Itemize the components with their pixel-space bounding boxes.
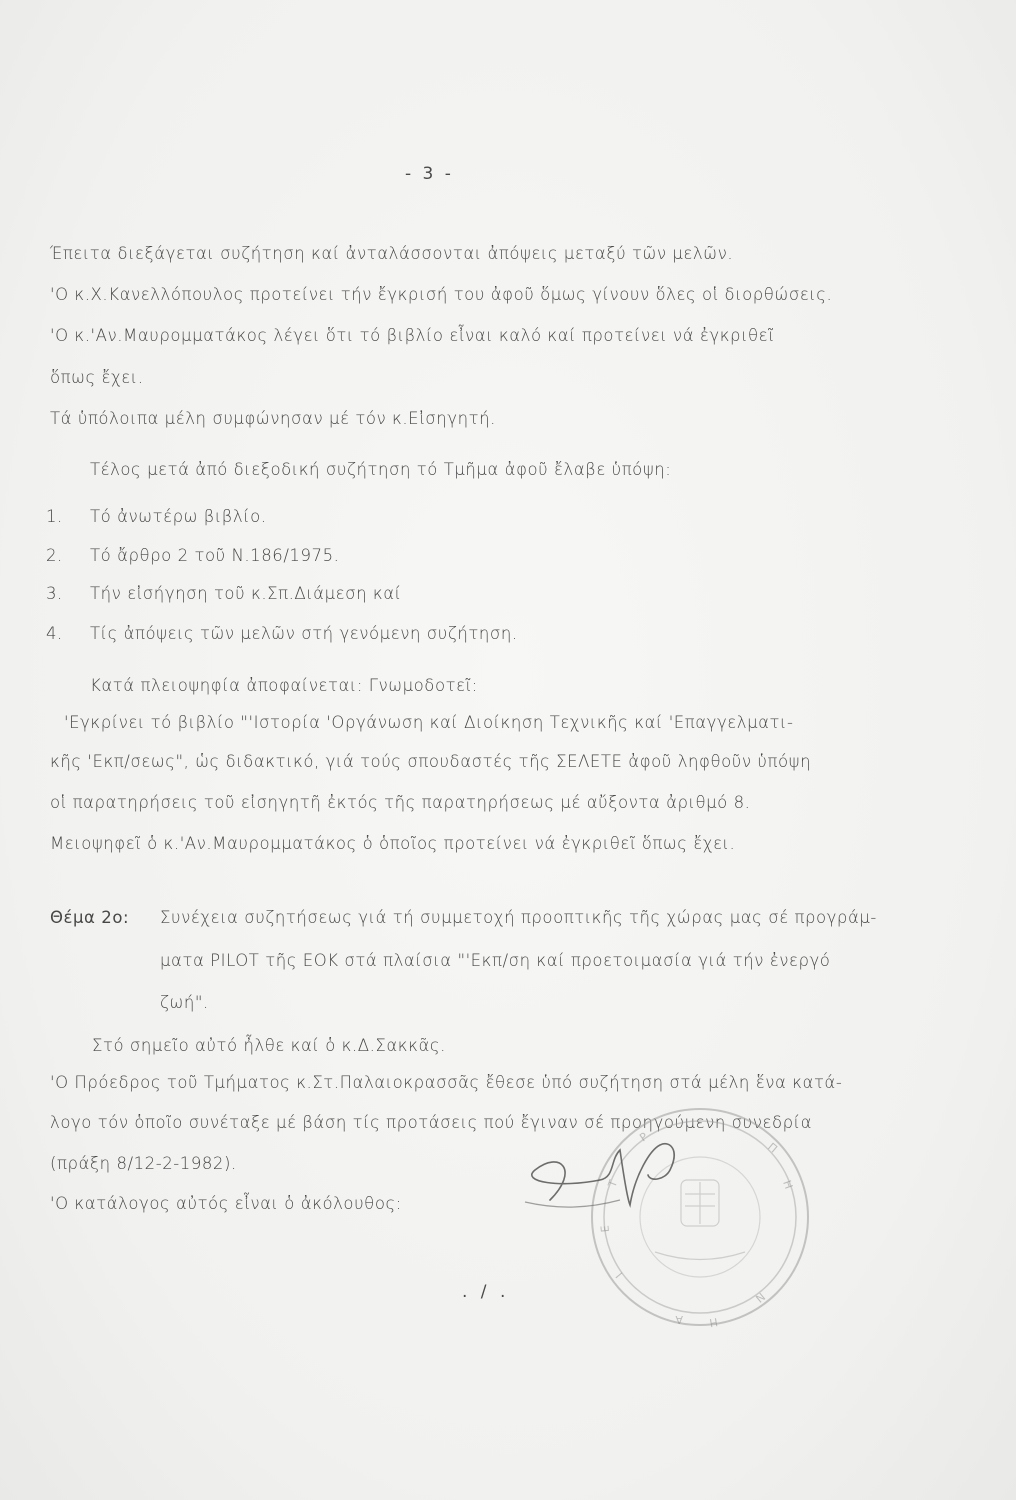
list-item-number: 4. [46,624,63,643]
svg-text:Τ: Τ [605,1178,621,1190]
topic-line: Συνέχεια συζητήσεως γιά τή συμμετοχή προοπτικῆς τῆς χώρας μας σέ προγράμ- [160,908,877,927]
list-item-number: 1. [46,507,63,526]
continuation-mark: . / . [462,1282,510,1302]
svg-text:Ε: Ε [598,1224,612,1233]
svg-text:Ν: Ν [752,1289,768,1305]
topic-label: Θέμα 2ο: [50,908,130,927]
body-line: ὅπως ἔχει. [50,368,144,387]
decision-line: 'Εγκρίνει τό βιβλίο "'Ιστορία 'Οργάνωση καί Διοίκηση Τεχνικῆς καί 'Επαγγελματι- [64,713,794,732]
decision-line: Μειοψηφεῖ ὁ κ.'Αν.Μαυρομματάκος ὁ ὁποῖος προτείνει νά ἐγκριθεῖ ὅπως ἔχει. [50,834,736,853]
svg-text:Ρ: Ρ [637,1129,651,1145]
list-item-text: Τήν εἰσήγηση τοῦ κ.Σπ.Διάμεση καί [90,584,402,603]
decision-intro: Κατά πλειοψηφία ἀποφαίνεται: Γνωμοδοτεῖ: [90,676,478,695]
body-line: Τά ὑπόλοιπα μέλη συμφώνησαν μέ τόν κ.Εἰσηγητή. [50,409,496,428]
list-item-number: 2. [46,546,63,565]
svg-text:Η: Η [708,1315,719,1330]
handwritten-signature [520,1130,720,1225]
closing-line: (πράξη 8/12-2-1982). [50,1154,237,1173]
svg-text:Ι: Ι [613,1269,626,1281]
topic-line: ματα PILOT τῆς ΕΟΚ στά πλαίσια "'Εκπ/ση καί προετοιμασία γιά τήν ἐνεργό [160,951,831,970]
decision-line: οἱ παρατηρήσεις τοῦ εἰσηγητῆ ἐκτός τῆς παρατηρήσεως μέ αὔξοντα ἀριθμό 8. [50,793,751,812]
topic-line: ζωή". [160,993,209,1012]
decision-line: κῆς 'Εκπ/σεως", ὡς διδακτικό, γιά τούς σπουδαστές τῆς ΣΕΛΕΤΕ ἀφοῦ ληφθοῦν ὑπόψη [50,752,812,771]
closing-line: 'Ο Πρόεδρος τοῦ Τμήματος κ.Στ.Παλαιοκρασσᾶς ἔθεσε ὑπό συζήτηση στά μέλη ἕνα κατά- [50,1073,843,1092]
list-item [46,584,402,603]
body-line: 'Ο κ.Χ.Κανελλόπουλος προτείνει τήν ἔγκρισή του ἀφοῦ ὅμως γίνουν ὅλες οἱ διορθώσεις. [50,285,833,304]
list-item [46,624,518,643]
svg-text:Η: Η [780,1178,796,1191]
list-item-text: Τό ἀνωτέρω βιβλίο. [90,507,267,526]
page-number: - 3 - [405,164,454,184]
closing-line: λογο τόν ὁποῖο συνέταξε μέ βάση τίς προτάσεις πού ἔγιναν σέ προηγούμενη συνεδρία [50,1113,813,1132]
body-line: 'Ο κ.'Αν.Μαυρομματάκος λέγει ὅτι τό βιβλίο εἶναι καλό καί προτείνει νά ἐγκριθεῖ [50,326,775,345]
list-item-text: Τίς ἀπόψεις τῶν μελῶν στή γενόμενη συζήτηση. [90,624,518,643]
svg-text:Π: Π [765,1140,780,1156]
list-item-number: 3. [46,584,63,603]
considerations-intro: Τέλος μετά ἀπό διεξοδική συζήτηση τό Τμῆμα ἀφοῦ ἔλαβε ὑπόψη: [90,460,672,479]
svg-text:Α: Α [675,1313,683,1326]
list-item [46,546,339,565]
closing-line: Στό σημεῖο αὐτό ἦλθε καί ὁ κ.Δ.Σακκᾶς. [92,1036,446,1055]
list-item-text: Τό ἄρθρο 2 τοῦ Ν.186/1975. [90,546,340,565]
body-line: Έπειτα διεξάγεται συζήτηση καί ἀνταλάσσονται ἀπόψεις μεταξύ τῶν μελῶν. [50,244,734,263]
list-item [46,507,267,526]
closing-line: 'Ο κατάλογος αὐτός εἶναι ὁ ἀκόλουθος: [50,1194,402,1213]
